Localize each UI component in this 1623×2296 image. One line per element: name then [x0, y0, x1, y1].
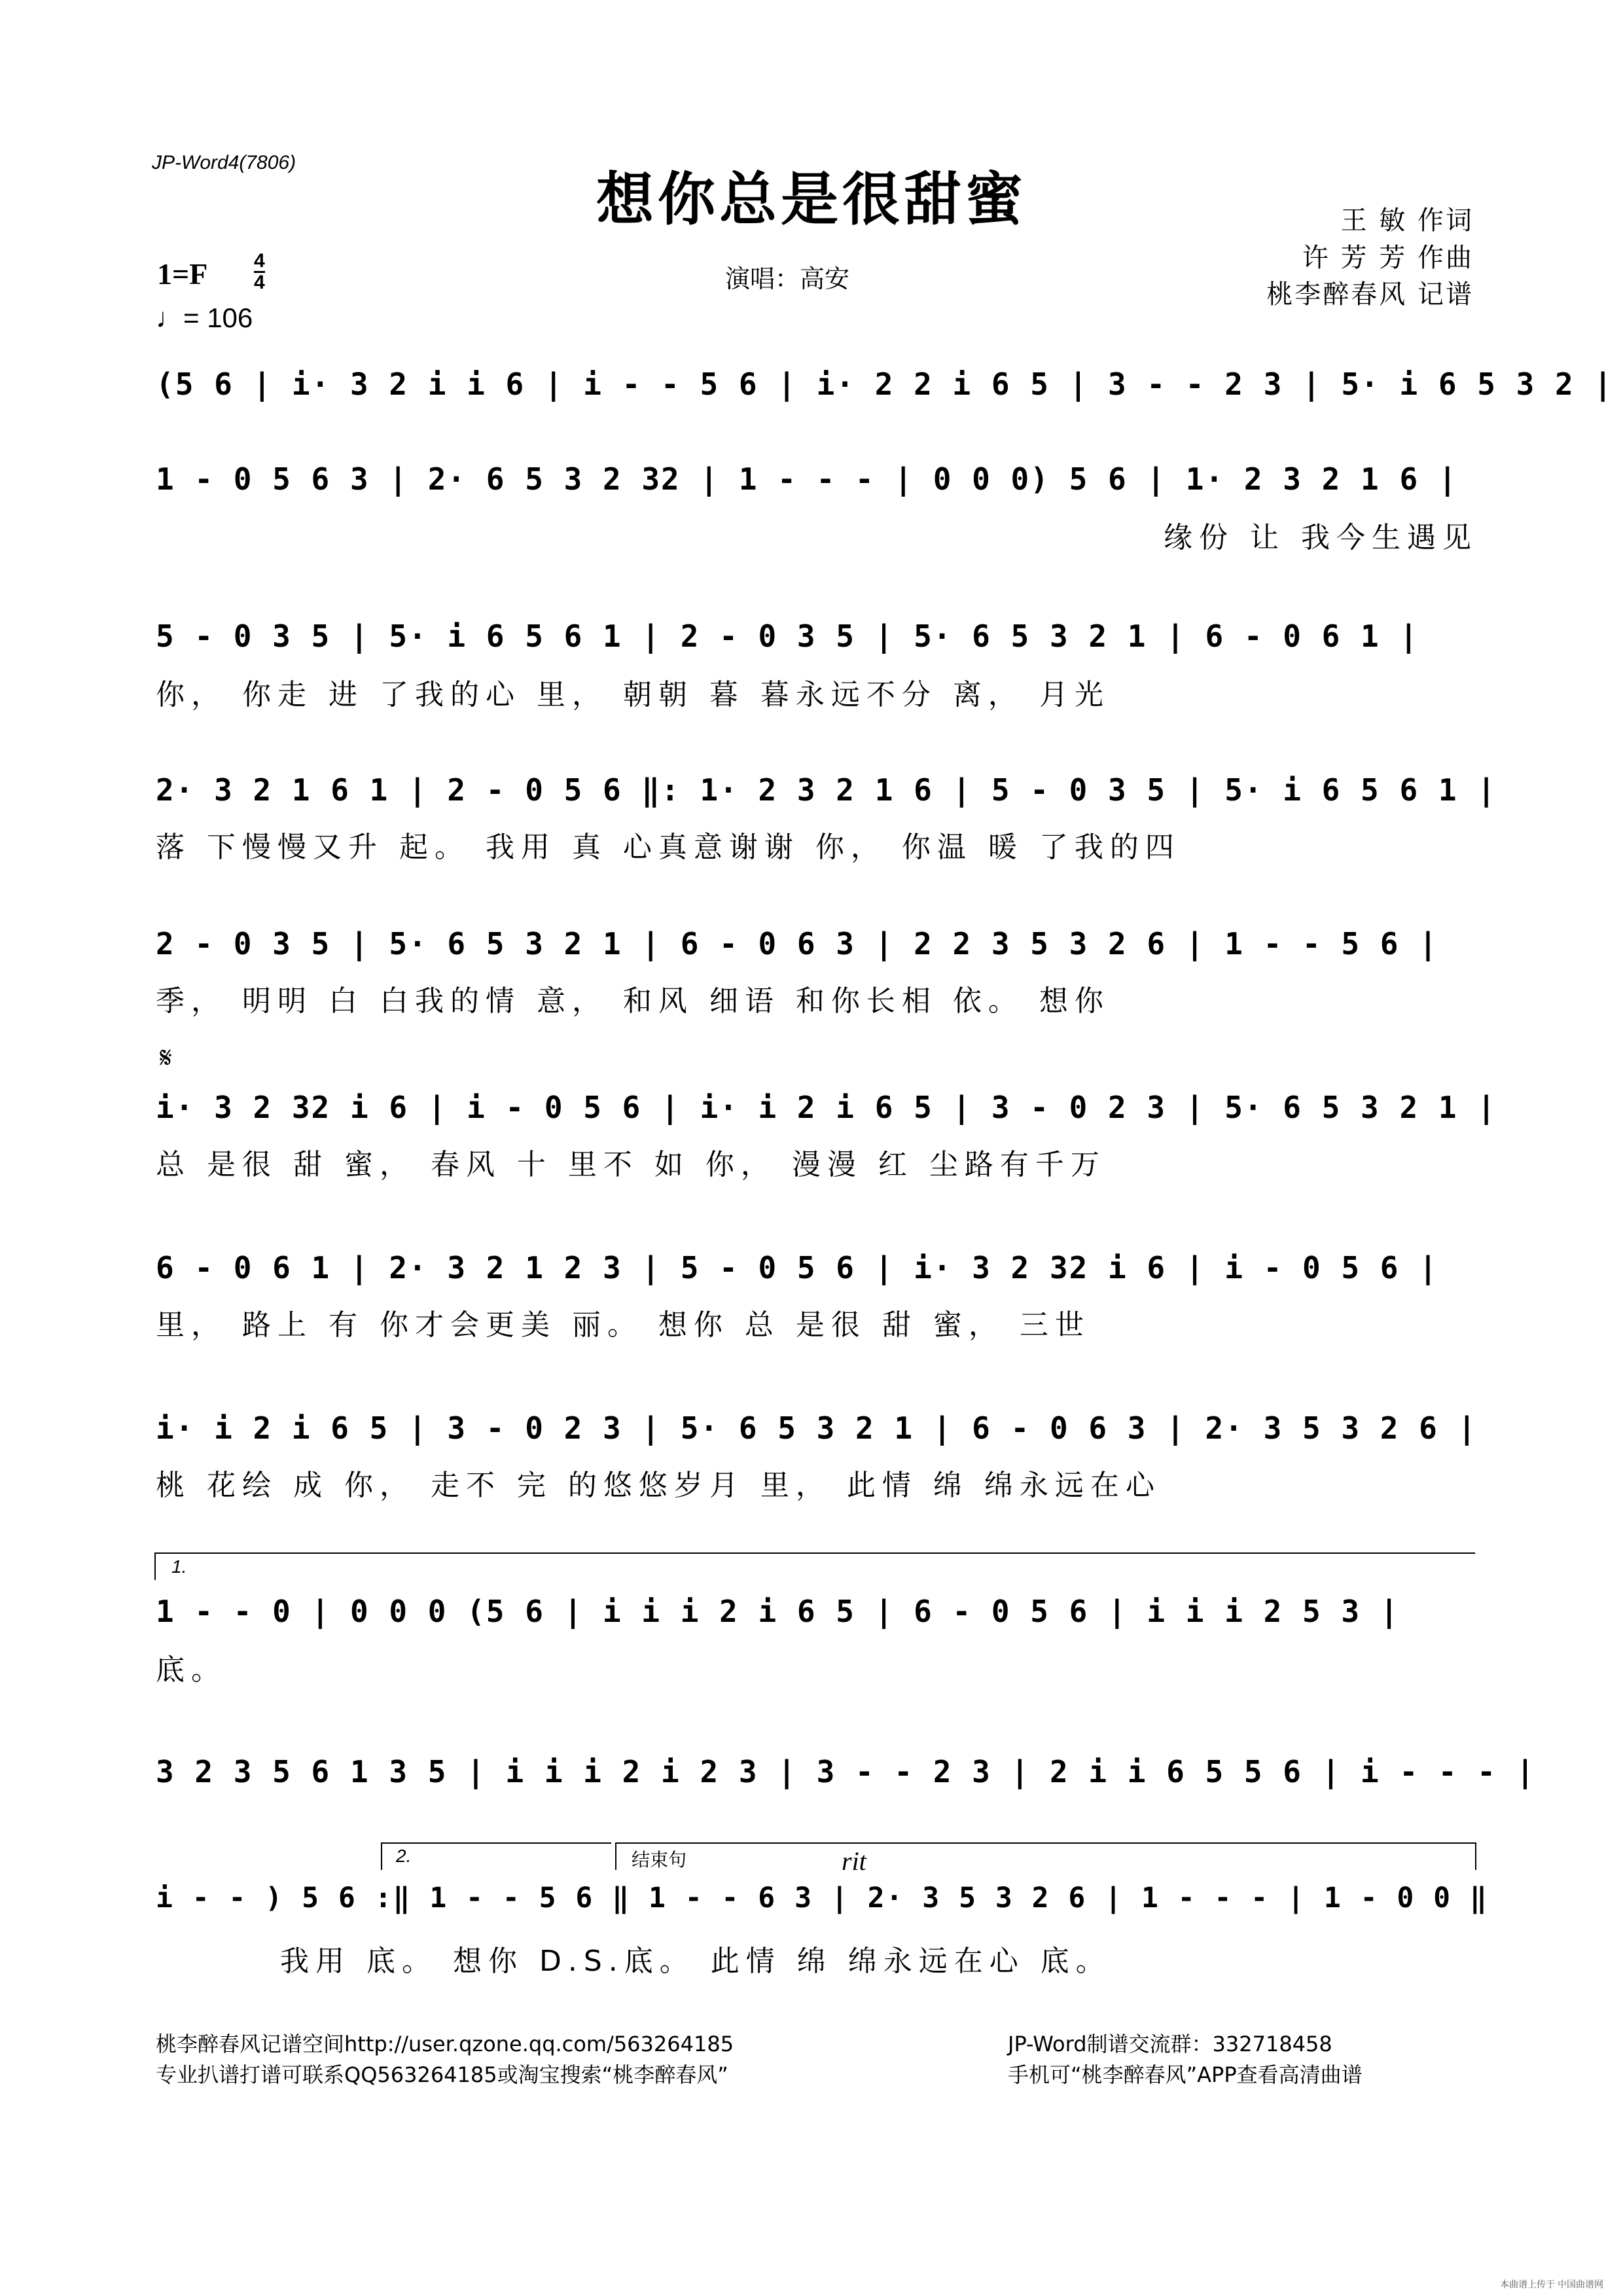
score-system-9-notes: 1 - - 0 | 0 0 0 (5 6 | i i i 2 i 6 5 | 6 - 0 5 6 | i i i 2 5 3 |	[156, 1594, 1400, 1629]
footer-left-line-2: 专业扒谱打谱可联系QQ563264185或淘宝搜索“桃李醉春风”	[156, 2062, 728, 2087]
lyricist-credit: 王 敏 作词	[1340, 206, 1474, 236]
time-signature	[254, 251, 265, 293]
rit-marking: rit	[842, 1846, 866, 1876]
composer-credit: 许 芳 芳 作曲	[1302, 243, 1474, 273]
score-system-10-notes: 3 2 3 5 6 1 3 5 | i i i 2 i 2 3 | 3 - - 2 3 | 2 i i 6 5 5 6 | i - - - |	[156, 1754, 1536, 1789]
score-system-2-lyrics: 缘份 让 我今生遇见	[1164, 521, 1478, 554]
time-signature-bottom: 4	[254, 272, 265, 293]
transcriber-credit: 桃李醉春风 记谱	[1266, 279, 1474, 310]
footer-right-line-2: 手机可“桃李醉春风”APP查看高清曲谱	[1008, 2062, 1363, 2087]
volta-2-label: 2.	[396, 1846, 412, 1866]
score-system-7-notes: 6 - 0 6 1 | 2· 3 2 1 2 3 | 5 - 0 5 6 | i· 3 2 32 i 6 | i - 0 5 6 |	[156, 1250, 1438, 1285]
score-system-3-lyrics: 你， 你走 进 了我的心 里， 朝朝 暮 暮永远不分 离， 月光	[156, 678, 1110, 711]
score-system-4-notes: 2· 3 2 1 6 1 | 2 - 0 5 6 ‖: 1· 2 3 2 1 6 | 5 - 0 3 5 | 5· i 6 5 6 1 |	[156, 772, 1497, 808]
score-system-6-notes: i· 3 2 32 i 6 | i - 0 5 6 | i· i 2 i 6 5 | 3 - 0 2 3 | 5· 6 5 3 2 1 |	[156, 1090, 1497, 1125]
score-system-4-lyrics: 落 下慢慢又升 起。 我用 真 心真意谢谢 你， 你温 暖 了我的四	[156, 831, 1181, 864]
song-title: 想你总是很甜蜜	[596, 165, 1027, 233]
software-version: JP-Word4(7806)	[152, 152, 296, 173]
score-system-8-notes: i· i 2 i 6 5 | 3 - 0 2 3 | 5· 6 5 3 2 1 | 6 - 0 6 3 | 2· 3 5 3 2 6 |	[156, 1410, 1478, 1446]
segno-sign: 𝄋	[160, 1042, 172, 1074]
volta-2-bracket	[381, 1842, 611, 1870]
score-system-3-notes: 5 - 0 3 5 | 5· i 6 5 6 1 | 2 - 0 3 5 | 5· 6 5 3 2 1 | 6 - 0 6 1 |	[156, 619, 1419, 654]
singer-credit: 演唱：高安	[725, 264, 850, 293]
tempo-marking: ♩= 106	[156, 302, 253, 333]
ending-bracket	[615, 1842, 1476, 1870]
score-system-5-lyrics: 季， 明明 白 白我的情 意， 和风 细语 和你长相 依。 想你	[156, 984, 1110, 1018]
time-signature-top: 4	[254, 250, 265, 272]
volta-1-bracket	[154, 1552, 1475, 1580]
volta-1-label: 1.	[171, 1556, 187, 1577]
score-system-9-lyrics: 底。	[156, 1653, 226, 1687]
score-system-11-lyrics: 我用 底。 想你 D.S.底。 此情 绵 绵永远在心 底。	[280, 1945, 1111, 1978]
footer-right-line-1: JP-Word制谱交流群：332718458	[1008, 2032, 1332, 2056]
footer-left-line-1: 桃李醉春风记谱空间http://user.qzone.qq.com/563264185	[156, 2032, 734, 2056]
ending-label: 结束句	[632, 1850, 687, 1870]
score-system-7-lyrics: 里， 路上 有 你才会更美 丽。 想你 总 是很 甜 蜜， 三世	[156, 1308, 1090, 1342]
key-signature: 1=F	[157, 257, 208, 291]
score-system-8-lyrics: 桃 花绘 成 你， 走不 完 的悠悠岁月 里， 此情 绵 绵永远在心	[156, 1469, 1161, 1502]
score-system-1-notes: (5 6 | i· 3 2 i i 6 | i - - 5 6 | i· 2 2 i 6 5 | 3 - - 2 3 | 5· i 6 5 3 2 |	[156, 367, 1614, 402]
score-system-5-notes: 2 - 0 3 5 | 5· 6 5 3 2 1 | 6 - 0 6 3 | 2 2 3 5 3 2 6 | 1 - - 5 6 |	[156, 926, 1438, 961]
score-system-6-lyrics: 总 是很 甜 蜜， 春风 十 里不 如 你， 漫漫 红 尘路有千万	[156, 1148, 1106, 1181]
score-system-11-notes: i - - ) 5 6 :‖ 1 - - 5 6 ‖ 1 - - 6 3 | 2· 3 5 3 2 6 | 1 - - - | 1 - 0 0 ‖	[156, 1882, 1488, 1914]
upload-stamp: 本曲谱上传于 中国曲谱网	[1500, 2279, 1603, 2289]
score-system-2-notes: 1 - 0 5 6 3 | 2· 6 5 3 2 32 | 1 - - - | 0 0 0) 5 6 | 1· 2 3 2 1 6 |	[156, 461, 1458, 497]
